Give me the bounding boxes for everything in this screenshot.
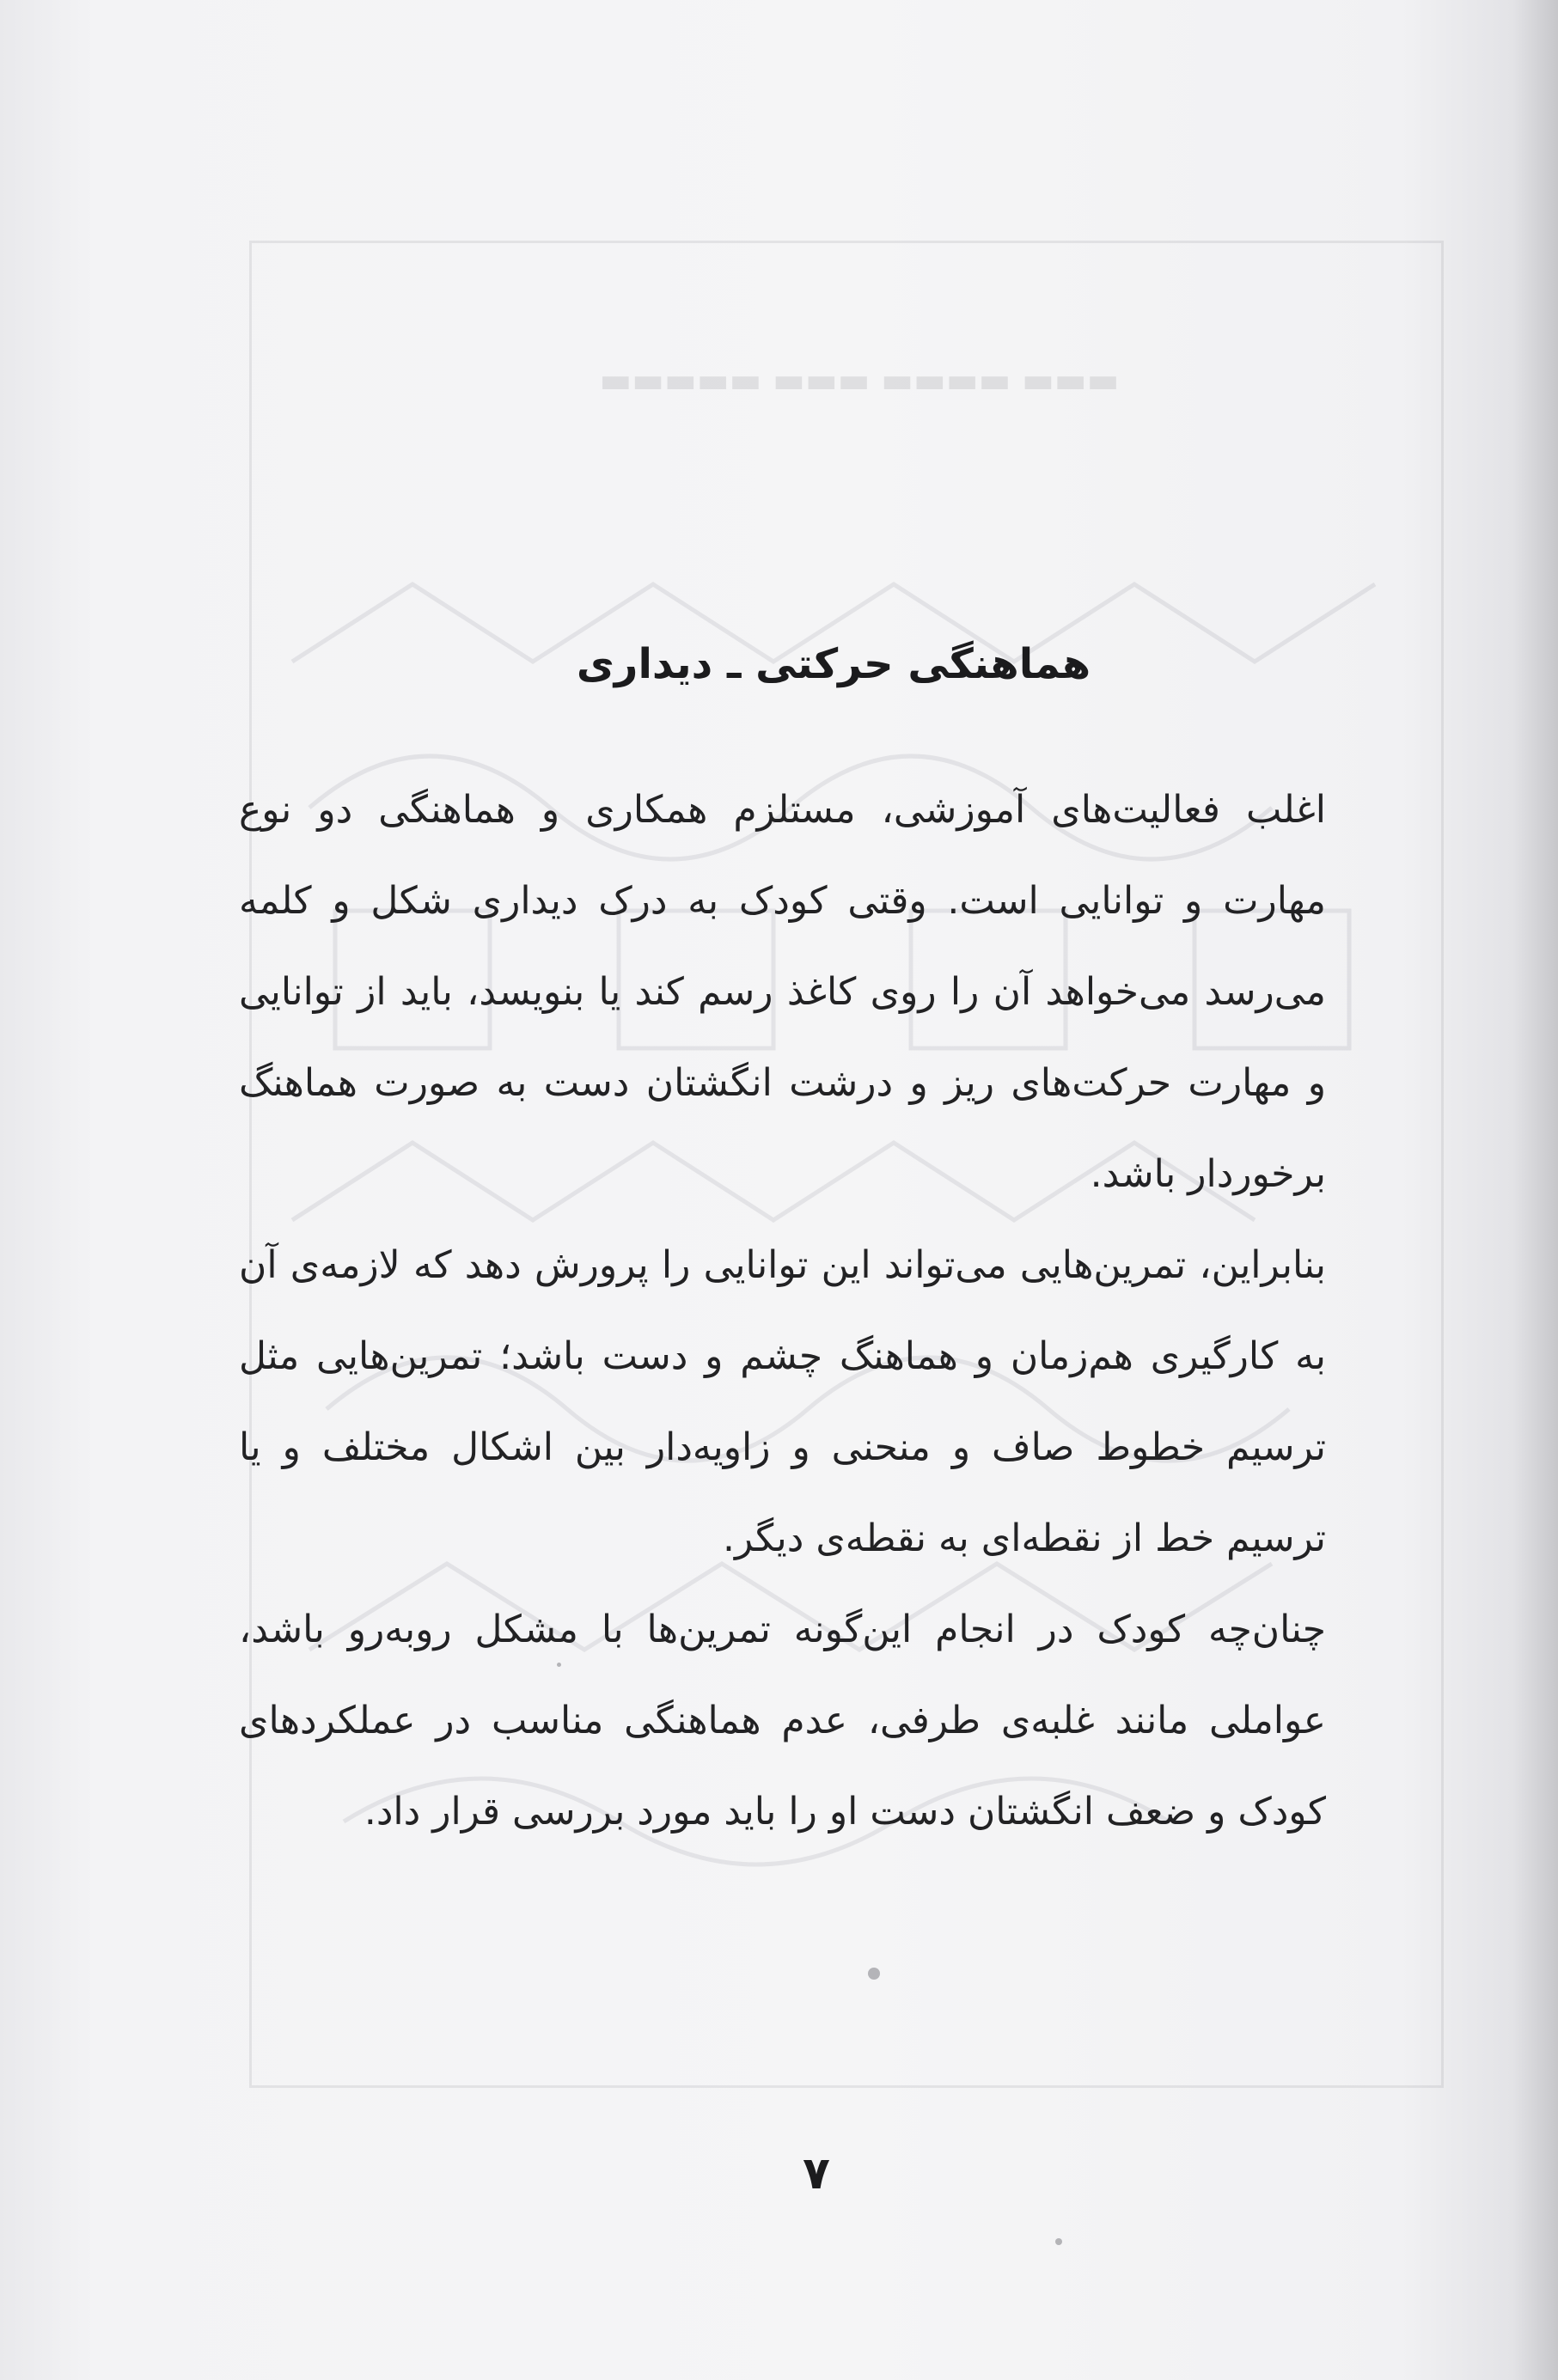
page-edge-shadow <box>1512 0 1558 2380</box>
section-heading: هماهنگی حرکتی ـ دیداری <box>576 640 1091 688</box>
paper-speck <box>868 1968 880 1980</box>
page-number: ۷ <box>803 2148 830 2200</box>
paper-speck <box>1055 2238 1062 2245</box>
paragraph: اغلب فعالیت‌های آموزشی، مستلزم همکاری و هماهنگی دو نوع مهارت و توانایی است. وقتی کودک به درک دیداری شکل و کلمه می‌رسد می‌خواهد آن را روی کاغذ رسم کند یا بنویسد، باید از توانایی و مهارت حرکت‌های ریز و درشت انگشتان دست به صورت هماهنگ برخوردار باشد. <box>239 788 1326 1196</box>
paper-speck <box>557 1663 561 1667</box>
paragraph: چنان‌چه کودک در انجام این‌گونه تمرین‌ها با مشکل روبه‌رو باشد، عواملی مانند غلبه‌ی طرفی، عدم هماهنگی مناسب در عملکردهای کودک و ضعف انگشتان دست او را باید مورد بررسی قرار داد. <box>239 1608 1326 1834</box>
paragraph: بنابراین، تمرین‌هایی می‌تواند این توانایی را پرورش دهد که لازمه‌ی آن به کارگیری هم‌زمان و هماهنگ چشم و دست باشد؛ تمرین‌هایی مثل ترسیم خطوط صاف و منحنی و زاویه‌دار بین اشکال مختلف و یا ترسیم خط از نقطه‌ای به نقطه‌ی دیگر. <box>239 1243 1326 1560</box>
show-through-text: ▬▬▬ ▬▬▬▬ ▬▬▬ ▬▬▬▬▬ <box>599 361 1120 400</box>
body-text <box>239 765 1326 1858</box>
